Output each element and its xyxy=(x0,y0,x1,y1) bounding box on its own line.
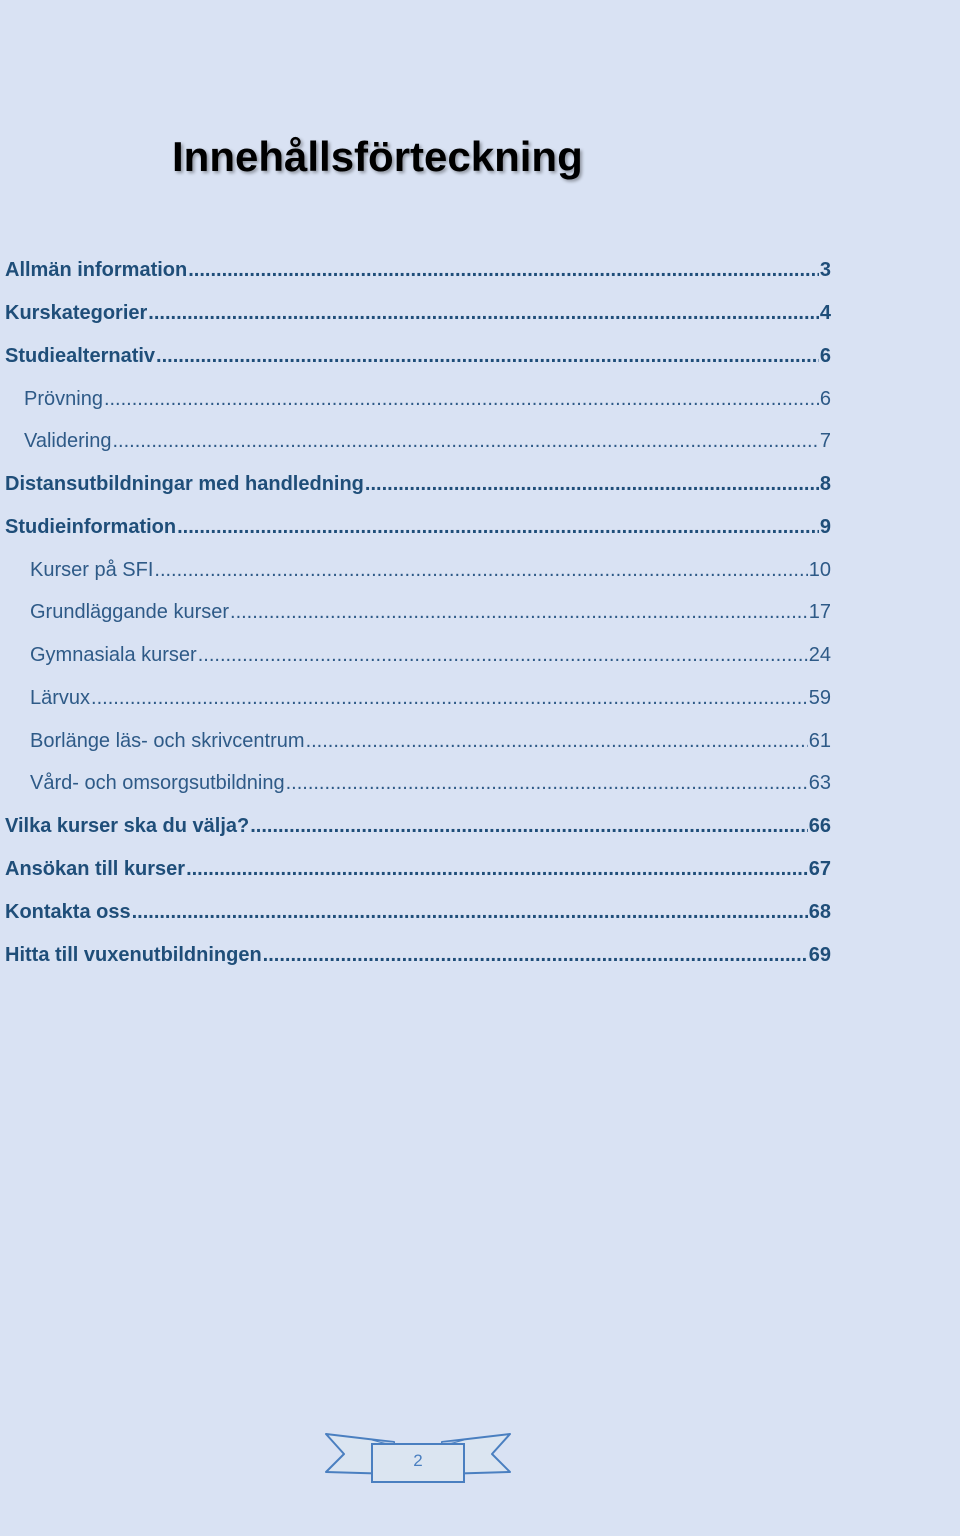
toc-entry-label: Distansutbildningar med handledning xyxy=(5,473,364,495)
toc-leader-dots xyxy=(250,811,808,841)
toc-leader-dots xyxy=(186,854,808,884)
toc-entry-provning[interactable] xyxy=(24,384,831,414)
toc-leader-dots xyxy=(148,298,819,328)
toc-entry-page: 63 xyxy=(808,772,831,794)
toc-leader-dots xyxy=(156,341,819,371)
toc-entry-kurskategorier[interactable] xyxy=(5,298,831,328)
toc-leader-dots xyxy=(132,897,808,927)
toc-entry-page: 69 xyxy=(808,944,831,966)
toc-leader-dots xyxy=(154,555,807,585)
toc-entry-borlange-las-och-skrivcentrum[interactable] xyxy=(30,726,831,756)
toc-leader-dots xyxy=(306,726,808,756)
toc-entry-label: Hitta till vuxenutbildningen xyxy=(5,944,262,966)
toc-entry-studiealternativ[interactable] xyxy=(5,341,831,371)
toc-entry-label: Vilka kurser ska du välja? xyxy=(5,815,250,837)
toc-entry-label: Studieinformation xyxy=(5,516,177,538)
toc-entry-allman-information[interactable] xyxy=(5,255,831,285)
page-number: 2 xyxy=(413,1451,423,1470)
toc-entry-label: Ansökan till kurser xyxy=(5,858,186,880)
toc-entry-label: Kurser på SFI xyxy=(30,559,154,581)
toc-entry-page: 3 xyxy=(819,259,831,281)
toc-entry-studieinformation[interactable] xyxy=(5,512,831,542)
toc-entry-page: 4 xyxy=(819,302,831,324)
toc-leader-dots xyxy=(263,940,808,970)
toc-entry-label: Prövning xyxy=(24,388,103,410)
toc-entry-label: Gymnasiala kurser xyxy=(30,644,197,666)
toc-leader-dots xyxy=(365,469,819,499)
toc-entry-larvux[interactable] xyxy=(30,683,831,713)
toc-entry-page: 6 xyxy=(819,345,831,367)
toc-entry-kurser-pa-sfi[interactable] xyxy=(30,555,831,585)
toc-leader-dots xyxy=(286,768,808,798)
toc-entry-label: Lärvux xyxy=(30,687,91,709)
toc-entry-hitta-till-vuxenutbildningen[interactable] xyxy=(5,940,831,970)
toc-entry-page: 61 xyxy=(808,730,831,752)
toc-leader-dots xyxy=(91,683,808,713)
page-title: Innehållsförteckning xyxy=(172,133,583,180)
toc-entry-page: 10 xyxy=(808,559,831,581)
toc-entry-gymnasiala-kurser[interactable] xyxy=(30,640,831,670)
toc-entry-label: Studiealternativ xyxy=(5,345,156,367)
toc-leader-dots xyxy=(230,597,808,627)
toc-entry-ansokan-till-kurser[interactable] xyxy=(5,854,831,884)
toc-leader-dots xyxy=(104,384,819,414)
toc-entry-page: 24 xyxy=(808,644,831,666)
toc-entry-page: 68 xyxy=(808,901,831,923)
toc-entry-page: 59 xyxy=(808,687,831,709)
toc-entry-vilka-kurser[interactable] xyxy=(5,811,831,841)
toc-entry-validering[interactable] xyxy=(24,426,831,456)
toc-entry-page: 67 xyxy=(808,858,831,880)
toc-entry-page: 17 xyxy=(808,601,831,623)
toc-leader-dots xyxy=(177,512,819,542)
toc-entry-page: 9 xyxy=(819,516,831,538)
toc-entry-label: Allmän information xyxy=(5,259,188,281)
toc-entry-page: 7 xyxy=(819,430,831,452)
toc-entry-grundlaggande-kurser[interactable] xyxy=(30,597,831,627)
toc-leader-dots xyxy=(112,426,818,456)
toc-entry-page: 8 xyxy=(819,473,831,495)
toc-leader-dots xyxy=(188,255,819,285)
toc-entry-distansutbildningar[interactable] xyxy=(5,469,831,499)
toc-entry-label: Kontakta oss xyxy=(5,901,131,923)
toc-entry-label: Kurskategorier xyxy=(5,302,148,324)
toc-entry-label: Borlänge läs- och skrivcentrum xyxy=(30,730,305,752)
toc-entry-vard-och-omsorgsutbildning[interactable] xyxy=(30,768,831,798)
toc-entry-label: Vård- och omsorgsutbildning xyxy=(30,772,285,794)
toc-entry-label: Validering xyxy=(24,430,112,452)
toc-entry-page: 66 xyxy=(808,815,831,837)
toc-entry-page: 6 xyxy=(819,388,831,410)
toc-entry-kontakta-oss[interactable] xyxy=(5,897,831,927)
toc-entry-label: Grundläggande kurser xyxy=(30,601,230,623)
toc-leader-dots xyxy=(198,640,808,670)
